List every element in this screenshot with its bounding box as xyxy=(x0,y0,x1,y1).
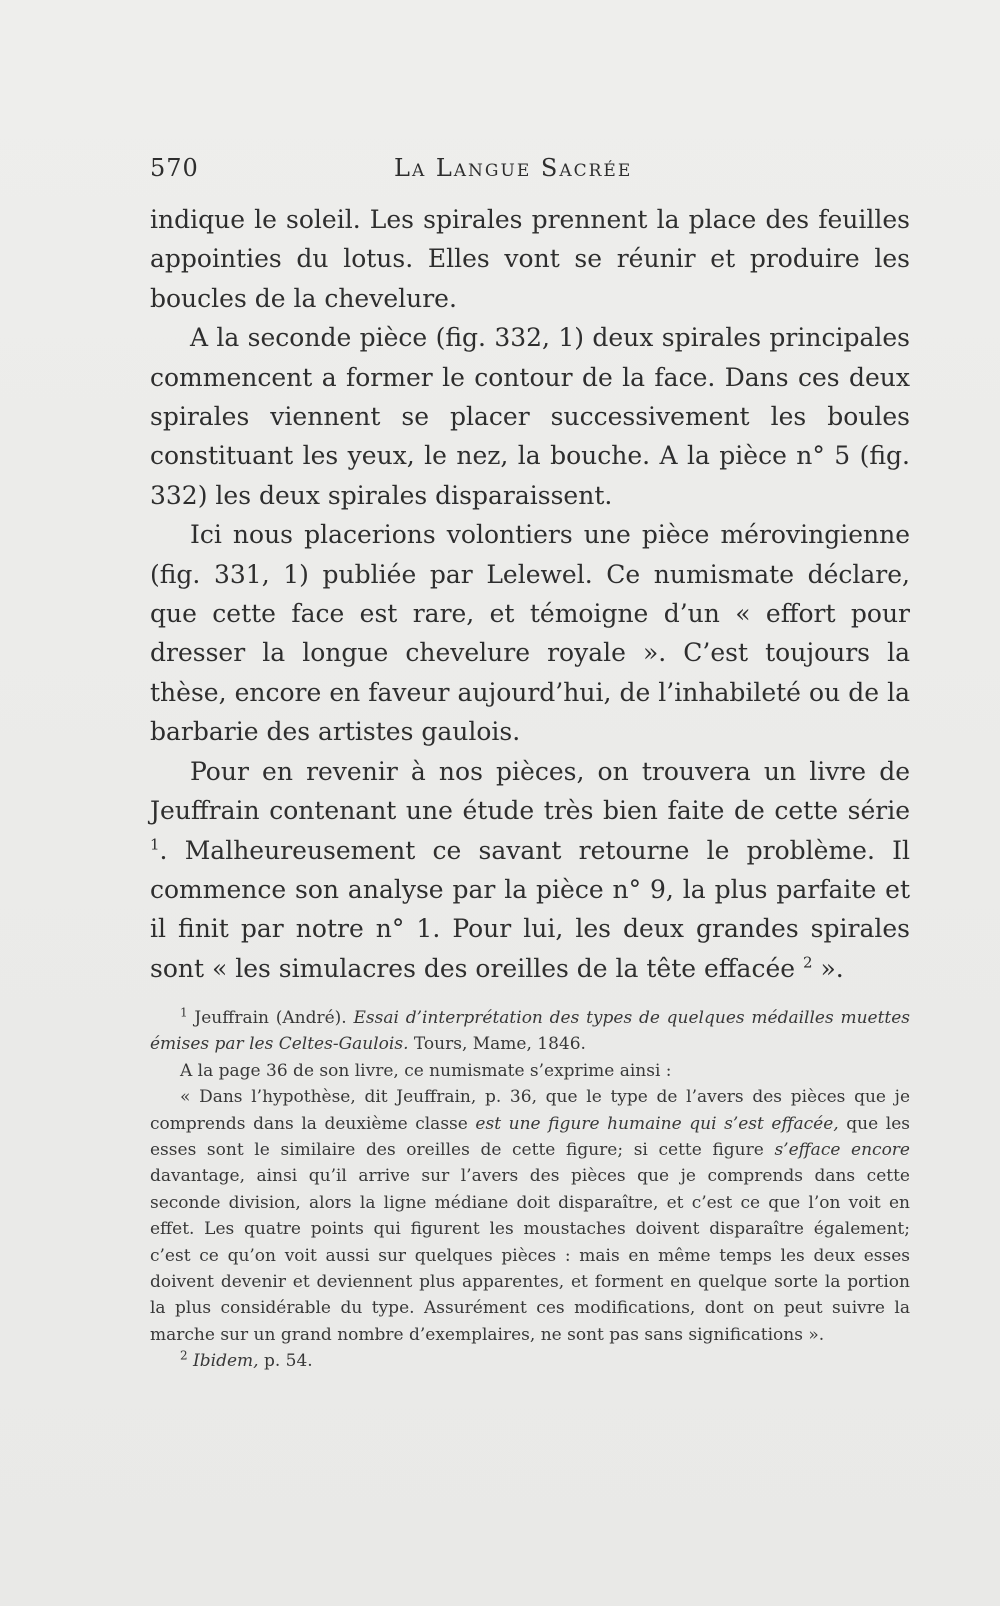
main-text xyxy=(150,200,910,988)
page-header xyxy=(150,154,910,184)
paragraph-4-text-b: . Malheureusement ce savant retourne le problème. Il commence son analyse par la pièce n° 9, la plus parfaite et il finit par notre n° 1. Pour lui, les deux grandes spirales sont « les simulacres des oreilles de la tête effacée xyxy=(150,835,910,983)
footnote-2-title: Ibidem, xyxy=(193,1351,259,1372)
footnotes xyxy=(150,1005,910,1375)
footnote-2 xyxy=(150,1348,910,1374)
footnote-1-title: Essai d’interprétation des types de quelques médailles muettes émises par les Celtes-Gaulois. xyxy=(150,1008,911,1055)
footnote-1-quote-italic-1: est une figure humaine qui s’est effacée, xyxy=(475,1113,839,1134)
paragraph-3: Ici nous placerions volontiers une pièce mérovingienne (fig. 331, 1) publiée par Lelewel. Ce numismate déclare, que cette face est rare, et témoigne d’un « effort pour dresser la longue chevelure royale ». C’est toujours la thèse, encore en faveur aujourd’hui, de l’inhabileté ou de la barbarie des artistes gaulois. xyxy=(150,520,910,747)
running-title: La Langue Sacrée xyxy=(394,154,633,182)
footnote-1-para-2: A la page 36 de son livre, ce numismate s’exprime ainsi : xyxy=(180,1060,672,1081)
footnote-1-publisher: Tours, Mame, 1846. xyxy=(413,1034,586,1055)
footnote-ref-1: 1 xyxy=(150,835,160,854)
footnote-1-quote-a: « Dans l’hypothèse, dit Jeuffrain, p. 36, que le type de l’avers des pièces que je comprends dans la deuxième classe xyxy=(150,1087,910,1134)
footnote-1-author: Jeuffrain (André). xyxy=(194,1008,347,1028)
footnote-2-rest: p. 54. xyxy=(263,1351,313,1372)
paragraph-4-text-c: ». xyxy=(812,953,844,983)
footnote-1-mark: 1 xyxy=(180,1005,188,1020)
paragraph-4-text-a: Pour en revenir à nos pièces, on trouvera un livre de Jeuffrain contenant une étude très bien faite de cette série xyxy=(150,756,910,826)
footnote-2-mark: 2 xyxy=(180,1348,188,1363)
page-number: 570 xyxy=(150,154,199,182)
footnote-1-quote-c: davantage, ainsi qu’il arrive sur l’avers des pièces que je comprends dans cette seconde division, alors la ligne médiane doit disparaître, et c’est ce que l’on voit en effet. Les quatre points qui figurent les moustaches doivent disparaître également; c’est ce qu’on voit aussi sur quelques pièces : mais en même temps les deux esses doivent devenir et deviennent plus apparentes, et forment en quelque sorte la portion la plus considérable du type. Assurément ces modifications, dont on peut suivre la marche sur un grand nombre d’exemplaires, ne sont pas sans significations ». xyxy=(150,1166,910,1345)
footnote-1-quote-italic-2: s’efface encore xyxy=(774,1140,910,1161)
footnote-ref-2: 2 xyxy=(803,953,813,972)
footnote-1-quote xyxy=(150,1084,910,1348)
footnote-1 xyxy=(150,1005,910,1058)
footnote-1-quote-b: que les esses sont le similaire des oreilles de cette figure; si cette figure xyxy=(150,1113,910,1161)
paragraph-2: A la seconde pièce (fig. 332, 1) deux spirales principales commencent a former le contour de la face. Dans ces deux spirales viennent se placer successivement les boules constituant les yeux, le nez, la bouche. A la pièce n° 5 (fig. 332) les deux spirales disparaissent. xyxy=(150,323,910,510)
paragraph-1: indique le soleil. Les spirales prennent la place des feuilles appointies du lotus. Elles vont se réunir et produire les boucles de la chevelure. xyxy=(150,205,910,313)
paragraph-4 xyxy=(150,752,910,988)
